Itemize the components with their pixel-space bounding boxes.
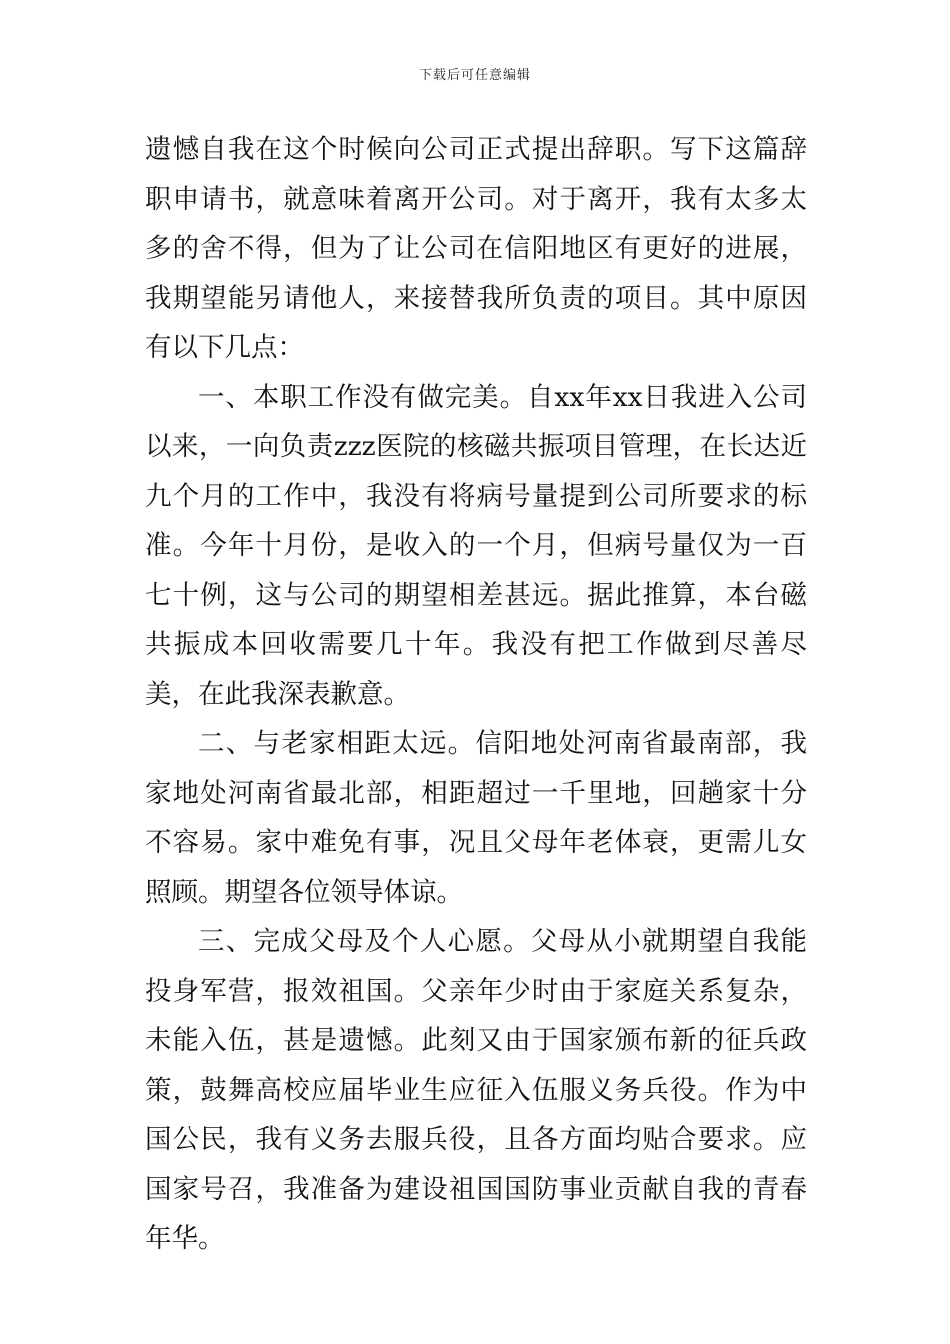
- paragraph-reason-2: 二、与老家相距太远。信阳地处河南省最南部，我家地处河南省最北部，相距超过一千里地，回趟家十分不容易。家中难免有事，况且父母年老体衰，更需儿女照顾。期望各位领导体谅。: [145, 728, 807, 908]
- document-body: [145, 125, 807, 1264]
- paragraph-reason-1: 一、本职工作没有做完美。自xx年xx日我进入公司以来，一向负责zzz医院的核磁共振项目管理，在长达近九个月的工作中，我没有将病号量提到公司所要求的标准。今年十月份，是收入的一个月，但病号量仅为一百七十例，这与公司的期望相差甚远。据此推算，本台磁共振成本回收需要几十年。我没有把工作做到尽善尽美，在此我深表歉意。: [145, 381, 807, 710]
- paragraph-reason-3: 三、完成父母及个人心愿。父母从小就期望自我能投身军营，报效祖国。父亲年少时由于家庭关系复杂，未能入伍，甚是遗憾。此刻又由于国家颁布新的征兵政策，鼓舞高校应届毕业生应征入伍服义务兵役。作为中国公民，我有义务去服兵役，且各方面均贴合要求。应国家号召，我准备为建设祖国国防事业贡献自我的青春年华。: [145, 926, 807, 1254]
- page-header: 下载后可任意编辑: [418, 68, 531, 83]
- paragraph-intro: 遗憾自我在这个时候向公司正式提出辞职。写下这篇辞职申请书，就意味着离开公司。对于离开，我有太多太多的舍不得，但为了让公司在信阳地区有更好的进展，我期望能另请他人，来接替我所负责的项目。其中原因有以下几点：: [145, 134, 807, 363]
